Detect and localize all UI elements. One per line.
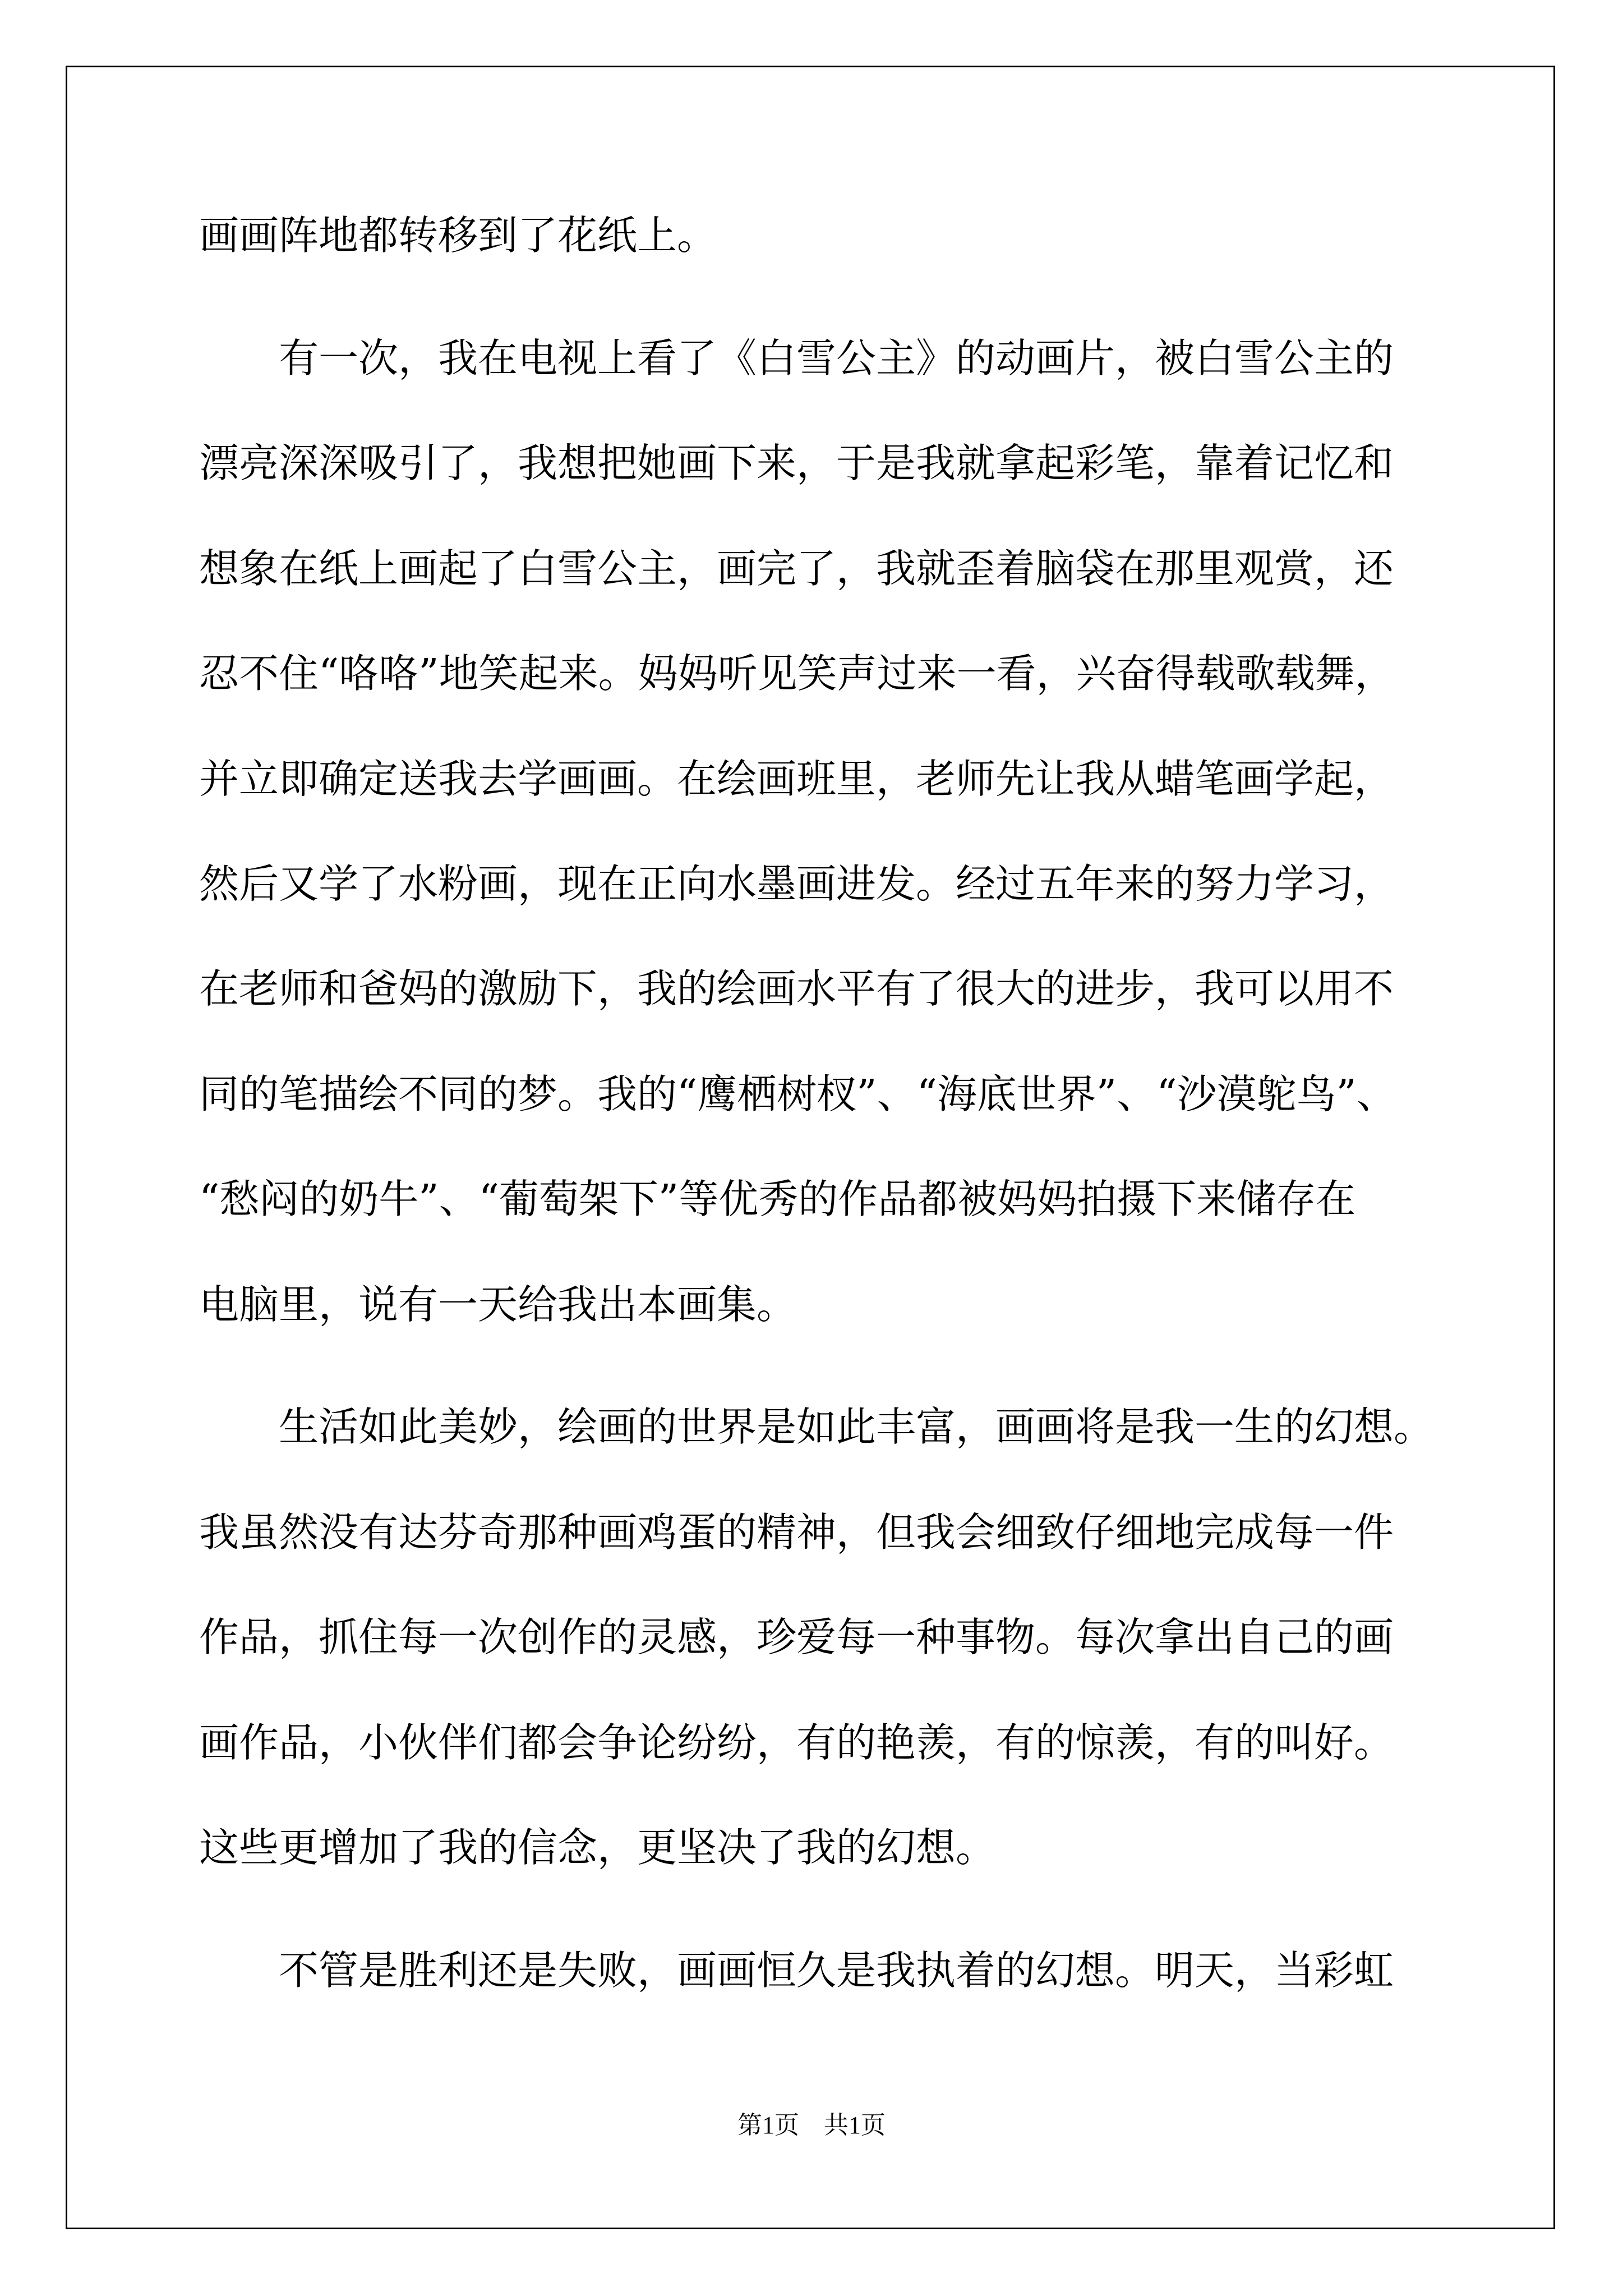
text-line: 画作品，小伙伴们都会争论纷纷，有的艳羡，有的惊羡，有的叫好。 <box>199 1719 1394 1766</box>
page-border <box>66 66 1555 2229</box>
text-line: 电脑里，说有一天给我出本画集。 <box>199 1281 797 1328</box>
text-line: 想象在纸上画起了白雪公主，画完了，我就歪着脑袋在那里观赏，还 <box>199 545 1394 592</box>
text-line: 同的笔描绘不同的梦。我的“鹰栖树杈”、“海底世界”、“沙漠鸵鸟”、 <box>199 1071 1396 1117</box>
text-line: 作品，抓住每一次创作的灵感，珍爱每一种事物。每次拿出自己的画 <box>199 1614 1394 1660</box>
text-line: 在老师和爸妈的激励下，我的绘画水平有了很大的进步，我可以用不 <box>199 965 1394 1012</box>
text-line: 不管是胜利还是失败，画画恒久是我执着的幻想。明天，当彩虹 <box>199 1947 1394 1994</box>
text-line: 我虽然没有达芬奇那种画鸡蛋的精神，但我会细致仔细地完成每一件 <box>199 1509 1394 1556</box>
text-line: 然后又学了水粉画，现在正向水墨画进发。经过五年来的努力学习， <box>199 861 1394 907</box>
text-line: 有一次，我在电视上看了《白雪公主》的动画片，被白雪公主的 <box>199 335 1394 381</box>
text-line: 漂亮深深吸引了，我想把她画下来，于是我就拿起彩笔，靠着记忆和 <box>199 440 1394 486</box>
page-footer: 第1页 共1页 <box>737 2111 886 2139</box>
text-line: 这些更增加了我的信念，更坚决了我的幻想。 <box>199 1824 996 1871</box>
text-line: “愁闷的奶牛”、“葡萄架下”等优秀的作品都被妈妈拍摄下来储存在 <box>199 1176 1356 1222</box>
text-line: 画画阵地都转移到了花纸上。 <box>199 212 717 259</box>
text-line: 生活如此美妙，绘画的世界是如此丰富，画画将是我一生的幻想。 <box>199 1404 1434 1450</box>
text-line: 忍不住“咯咯”地笑起来。妈妈听见笑声过来一看，兴奋得载歌载舞， <box>199 650 1395 697</box>
text-line: 并立即确定送我去学画画。在绘画班里，老师先让我从蜡笔画学起， <box>199 756 1394 802</box>
